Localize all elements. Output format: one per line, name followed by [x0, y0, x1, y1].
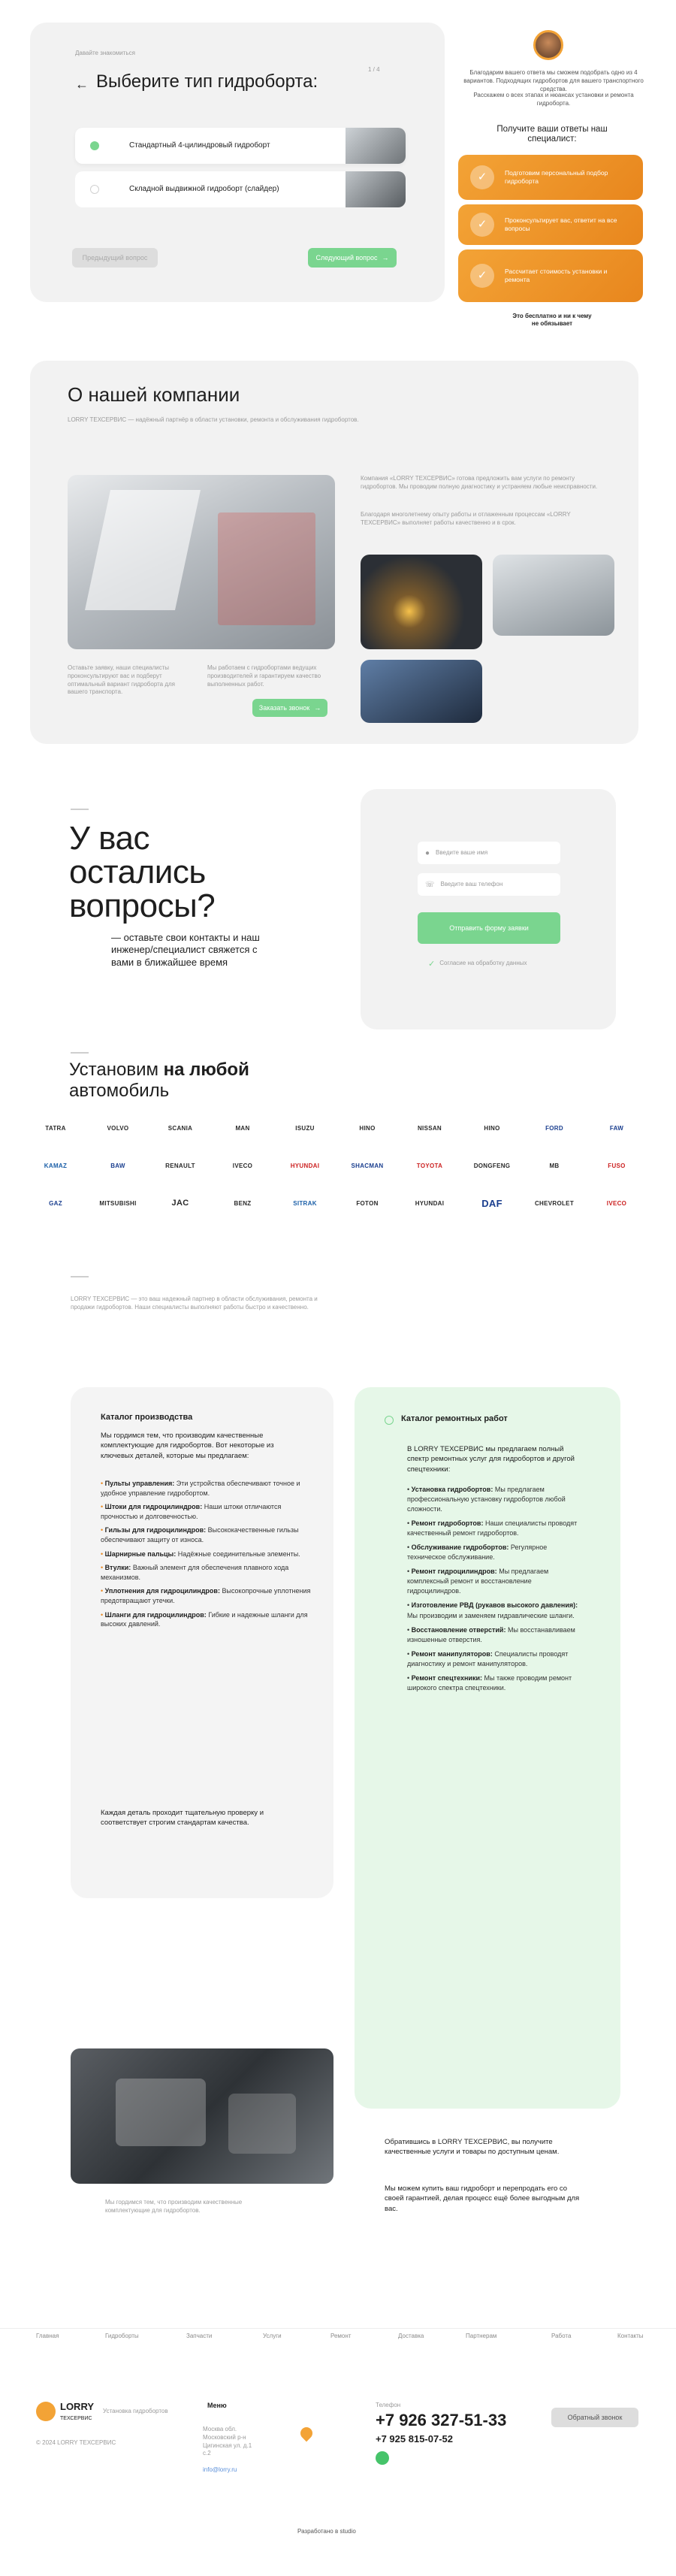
list-item: • Штоки для гидроцилиндров: Наши штоки отличаются прочностью и долговечностью. [101, 1503, 282, 1520]
brands-title-bold: на любой [163, 1060, 249, 1080]
about-title: О нашей компании [68, 383, 240, 406]
brand-logo-tatra: TATRA [45, 1124, 66, 1132]
phone-main[interactable]: +7 926 327-51-33 [376, 2411, 507, 2429]
user-icon: ● [425, 848, 430, 857]
whatsapp-icon[interactable] [376, 2451, 389, 2465]
brand-logo-foton: FOTON [356, 1199, 379, 1207]
brand-logo-hino: HINO [359, 1124, 376, 1132]
map-pin-icon [298, 2425, 315, 2442]
radio-icon [90, 185, 99, 194]
brand-logo-chevrolet: CHEVROLET [534, 1199, 575, 1207]
footer-address: Москва обл. Московский р-н Цигинская ул. д.1 с.2 [203, 2426, 252, 2457]
catalog-production-title: Каталог производства [101, 1413, 193, 1422]
brands-title-line2: автомобиль [69, 1080, 170, 1101]
check-icon: ✓ [470, 213, 494, 237]
brand-logo-benz: BENZ [234, 1199, 252, 1207]
check-icon: ✓ [470, 264, 494, 288]
machine-shape [116, 2079, 206, 2146]
list-item: • Втулки: Важный элемент для обеспечения плавного хода механизмов. [101, 1564, 289, 1581]
footer-logo[interactable] [36, 2402, 168, 2421]
made-by[interactable]: Разработано в studio [297, 2528, 356, 2535]
brand-logo-isuzu: ISUZU [295, 1124, 315, 1132]
quiz-card [30, 23, 445, 302]
brand-logo-shacman: SHACMAN [351, 1162, 384, 1169]
list-item: • Изготовление РВД (рукавов высокого давления): Мы производим и заменяем гидравлические шланги. [407, 1601, 578, 1619]
checkmark-icon: ✓ [428, 960, 436, 969]
logo-mark-icon [36, 2402, 56, 2421]
brand-logo-kamaz: KAMAZ [44, 1162, 68, 1169]
consultant-avatar [533, 30, 563, 60]
truck-panel [85, 490, 201, 610]
brand-logo-renault: RENAULT [165, 1162, 195, 1169]
brand-logo-nissan: NISSAN [417, 1124, 442, 1132]
brand-logo-faw: FAW [609, 1124, 624, 1132]
about-intro: LORRY ТЕХСЕРВИС — надёжный партнёр в области установки, ремонта и обслуживания гидробортов. [68, 416, 359, 423]
mid-eyebrow [71, 1276, 89, 1277]
brand-logo-man: MAN [235, 1124, 250, 1132]
name-placeholder: Введите ваше имя [436, 848, 488, 856]
brand-logo-volvo: VOLVO [107, 1124, 129, 1132]
list-item: • Гильзы для гидроцилиндров: Высококачественные гильзы обеспечивают защиту от износа. [101, 1526, 299, 1543]
about-right-text-1: Компания «LORRY ТЕХСЕРВИС» готова предложить вам услуги по ремонту гидробортов. Мы проводим полную диагностику и устраняем любые неисправности. [361, 475, 598, 490]
repair-badge-icon [385, 1416, 394, 1425]
bonus-card [458, 155, 643, 200]
quiz-step-label: Давайте знакомиться [75, 50, 135, 56]
about-cta-button[interactable] [252, 699, 327, 717]
footer-copyright: © 2024 LORRY ТЕХСЕРВИС [36, 2439, 116, 2446]
footer-tagline: Установка гидробортов [103, 2407, 168, 2414]
brand-logo-dongfeng: DONGFENG [473, 1162, 511, 1169]
submit-form-button[interactable] [418, 912, 560, 944]
bonus-footnote: Это бесплатно и ни к чему не обязывает [512, 313, 592, 328]
brand-logo-hyundai-2: HYUNDAI [415, 1199, 445, 1207]
nav-link[interactable]: Услуги [263, 2333, 282, 2339]
quiz-counter: 1 / 4 [368, 66, 380, 73]
bonus-title: Получите ваши ответы наш специалист: [496, 125, 608, 144]
radio-selected-icon [90, 141, 99, 150]
nav-link[interactable]: Работа [551, 2333, 572, 2339]
repair-list [407, 1485, 580, 1698]
nav-link[interactable]: Контакты [617, 2333, 644, 2339]
factory-photo [71, 2048, 333, 2184]
brands-eyebrow [71, 1052, 89, 1054]
catalog-production-closing: Каждая деталь проходит тщательную проверку и соответствует строгим стандартам качества. [101, 1809, 264, 1828]
questions-eyebrow [71, 809, 89, 810]
quiz-option-label: Складной выдвижной гидроборт (слайдер) [129, 185, 279, 193]
submit-label: Отправить форму заявки [449, 924, 529, 932]
about-right-text-2: Благодаря многолетнему опыту работы и отлаженным процессам «LORRY ТЕХСЕРВИС» выполняет работы качественно и в срок. [361, 511, 571, 526]
consultant-note: Расскажем о всех этапах и нюансах установки и ремонта гидроборта. [473, 92, 634, 107]
list-item: • Ремонт манипуляторов: Специалисты проводят диагностику и ремонт манипуляторов. [407, 1649, 569, 1667]
footer-email[interactable]: info@lorry.ru [203, 2466, 237, 2473]
footer-divider [0, 2328, 676, 2329]
prev-question-button[interactable]: Предыдущий вопрос [72, 248, 158, 268]
bonus-card [458, 249, 643, 302]
quiz-option[interactable] [75, 128, 406, 164]
nav-link[interactable]: Гидроборты [105, 2333, 139, 2339]
phone-placeholder: Введите ваш телефон [440, 880, 503, 887]
pre-footer-text-1: Обратившись в LORRY ТЕХСЕРВИС, вы получите качественные услуги и товары по доступным ценам. [385, 2138, 560, 2157]
check-icon: ✓ [470, 165, 494, 189]
list-item: • Обслуживание гидробортов: Регулярное техническое обслуживание. [407, 1543, 548, 1562]
brand-logo-toyota: TOYOTA [416, 1162, 443, 1169]
catalog-repair-card [355, 1387, 620, 2109]
about-card [30, 361, 638, 744]
nav-link[interactable]: Ремонт [330, 2333, 352, 2339]
brand-logo-fuso: FUSO [608, 1162, 626, 1169]
nav-link[interactable]: Запчасти [186, 2333, 213, 2339]
questions-subtitle: — оставьте свои контакты и наш инженер/специалист свяжется с вами в ближайшее время [111, 932, 260, 968]
name-input[interactable] [418, 842, 560, 864]
nav-link[interactable]: Главная [36, 2333, 59, 2339]
brand-logo-iveco-2: IVECO [606, 1199, 627, 1207]
bonus-text: Рассчитает стоимость установки и ремонта [505, 267, 608, 283]
phone-alt[interactable]: +7 925 815-07-52 [376, 2433, 454, 2444]
about-bottom-left: Оставьте заявку, наши специалисты проконсультируют вас и подберут оптимальный вариант гидроборта для вашего транспорта. [68, 664, 176, 696]
list-item: • Ремонт гидроцилиндров: Мы предлагаем комплексный ремонт и восстановление гидроцилиндров. [407, 1568, 549, 1595]
list-item: • Установка гидробортов: Мы предлагаем профессиональную установку гидробортов любой сложности. [407, 1486, 566, 1513]
list-item: • Ремонт спецтехники: Мы также проводим ремонт широкого спектра спецтехники. [407, 1673, 572, 1692]
workshop-photo-2 [493, 555, 614, 636]
pre-footer-text-2: Мы можем купить ваш гидроборт и перепродать его со своей гарантией, делая процесс ещё более выгодным для вас. [385, 2184, 580, 2213]
brands-title [69, 1060, 249, 1101]
phone-label: Телефон [376, 2402, 401, 2408]
contact-form-card [361, 789, 616, 1029]
brand-logo-mitsubishi: MITSUBISHI [99, 1199, 137, 1207]
footer-menu-label: Меню [207, 2402, 227, 2409]
next-question-button[interactable] [308, 248, 397, 268]
factory-caption: Мы гордимся тем, что производим качественные комплектующие для гидробортов. [105, 2199, 243, 2214]
logo-text: LORRY ТЕХСЕРВИС [60, 2401, 95, 2421]
lift-photo-large [68, 475, 335, 649]
list-item: • Шарнирные пальцы: Надёжные соединительные элементы. [101, 1550, 300, 1558]
lift-platform [218, 512, 315, 625]
quiz-option-label: Стандартный 4-цилиндровый гидроборт [129, 141, 270, 150]
nav-link[interactable]: Партнерам [466, 2333, 497, 2339]
catalog-production-lead: Мы гордимся тем, что производим качественные комплектующие для гидробортов. Вот некоторые из ключевых деталей, которые мы предлагаем: [101, 1432, 274, 1460]
brand-logo-gaz: GAZ [49, 1199, 62, 1207]
phone-input[interactable] [418, 873, 560, 896]
nav-link[interactable]: Доставка [398, 2333, 424, 2339]
brand-logo-daf: DAF [481, 1197, 502, 1209]
bonus-card [458, 204, 643, 245]
phone-icon: ☏ [425, 880, 435, 889]
lift-thumbnail [346, 128, 406, 164]
production-list [101, 1479, 311, 1634]
brand-logo-sitrak: SITRAK [293, 1199, 317, 1207]
brand-logo-iveco: IVECO [232, 1162, 253, 1169]
questions-title: У вас остались вопросы? [69, 820, 216, 924]
workshop-photo-3 [361, 660, 482, 723]
arrow-right-icon: → [382, 254, 389, 262]
bonus-text: Проконсультирует вас, ответит на все вопросы [505, 216, 617, 232]
mid-text: LORRY ТЕХСЕРВИС — это ваш надежный партнер в области обслуживания, ремонта и продажи гидробортов. Наши специалисты выполняют работы быстро и качественно. [71, 1296, 318, 1311]
bonus-text: Подготовим персональный подбор гидроборта [505, 168, 608, 185]
brand-logo-jac: JAC [171, 1199, 189, 1208]
arrow-right-icon: → [314, 704, 321, 712]
catalog-repair-title: Каталог ремонтных работ [401, 1414, 508, 1423]
catalog-production-card [71, 1387, 333, 1898]
brands-title-light: Установим [69, 1060, 158, 1080]
workshop-photo-1 [361, 555, 482, 649]
back-arrow-icon[interactable]: ← [75, 77, 89, 92]
next-label: Следующий вопрос [315, 254, 378, 262]
consent-label: Согласие на обработку данных [439, 960, 527, 967]
quiz-option[interactable] [75, 171, 406, 207]
machine-shape [228, 2094, 296, 2154]
brand-logo-hyundai: HYUNDAI [290, 1162, 320, 1169]
list-item: • Пульты управления: Эти устройства обеспечивают точное и удобное управление гидробортом. [101, 1480, 300, 1497]
consultant-intro: Благодарим вашего ответа мы сможем подобрать одно из 4 вариантов. Подходящих гидробортов для вашего транспортного средства. [463, 69, 644, 92]
quiz-title: Выберите тип гидроборта: [96, 71, 318, 92]
list-item: • Восстановление отверстий: Мы восстанавливаем изношенные отверстия. [407, 1625, 575, 1643]
about-bottom-mid: Мы работаем с гидробортами ведущих производителей и гарантируем качество выполненных работ. [207, 664, 321, 688]
consent-checkbox[interactable] [428, 959, 527, 969]
brand-logo-scania: SCANIA [167, 1124, 193, 1132]
brand-logo-baw: BAW [110, 1162, 125, 1169]
callback-button[interactable]: Обратный звонок [551, 2408, 638, 2427]
brand-logo-hino-2: HINO [484, 1124, 500, 1132]
about-cta-label: Заказать звонок [258, 704, 310, 712]
brand-logo-mb: MB [549, 1162, 560, 1169]
brand-logo-ford: FORD [545, 1124, 563, 1132]
list-item: • Шланги для гидроцилиндров: Гибкие и надежные шланги для высоких давлений. [101, 1610, 308, 1628]
catalog-repair-lead: В LORRY ТЕХСЕРВИС мы предлагаем полный спектр ремонтных услуг для гидробортов и другой спецтехники: [407, 1445, 575, 1474]
slider-thumbnail [346, 171, 406, 207]
list-item: • Уплотнения для гидроцилиндров: Высокопрочные уплотнения предотвращают утечки. [101, 1587, 311, 1604]
brand-logo-grid [27, 1117, 650, 1237]
list-item: • Ремонт гидробортов: Наши специалисты проводят качественный ремонт гидробортов. [407, 1519, 578, 1537]
